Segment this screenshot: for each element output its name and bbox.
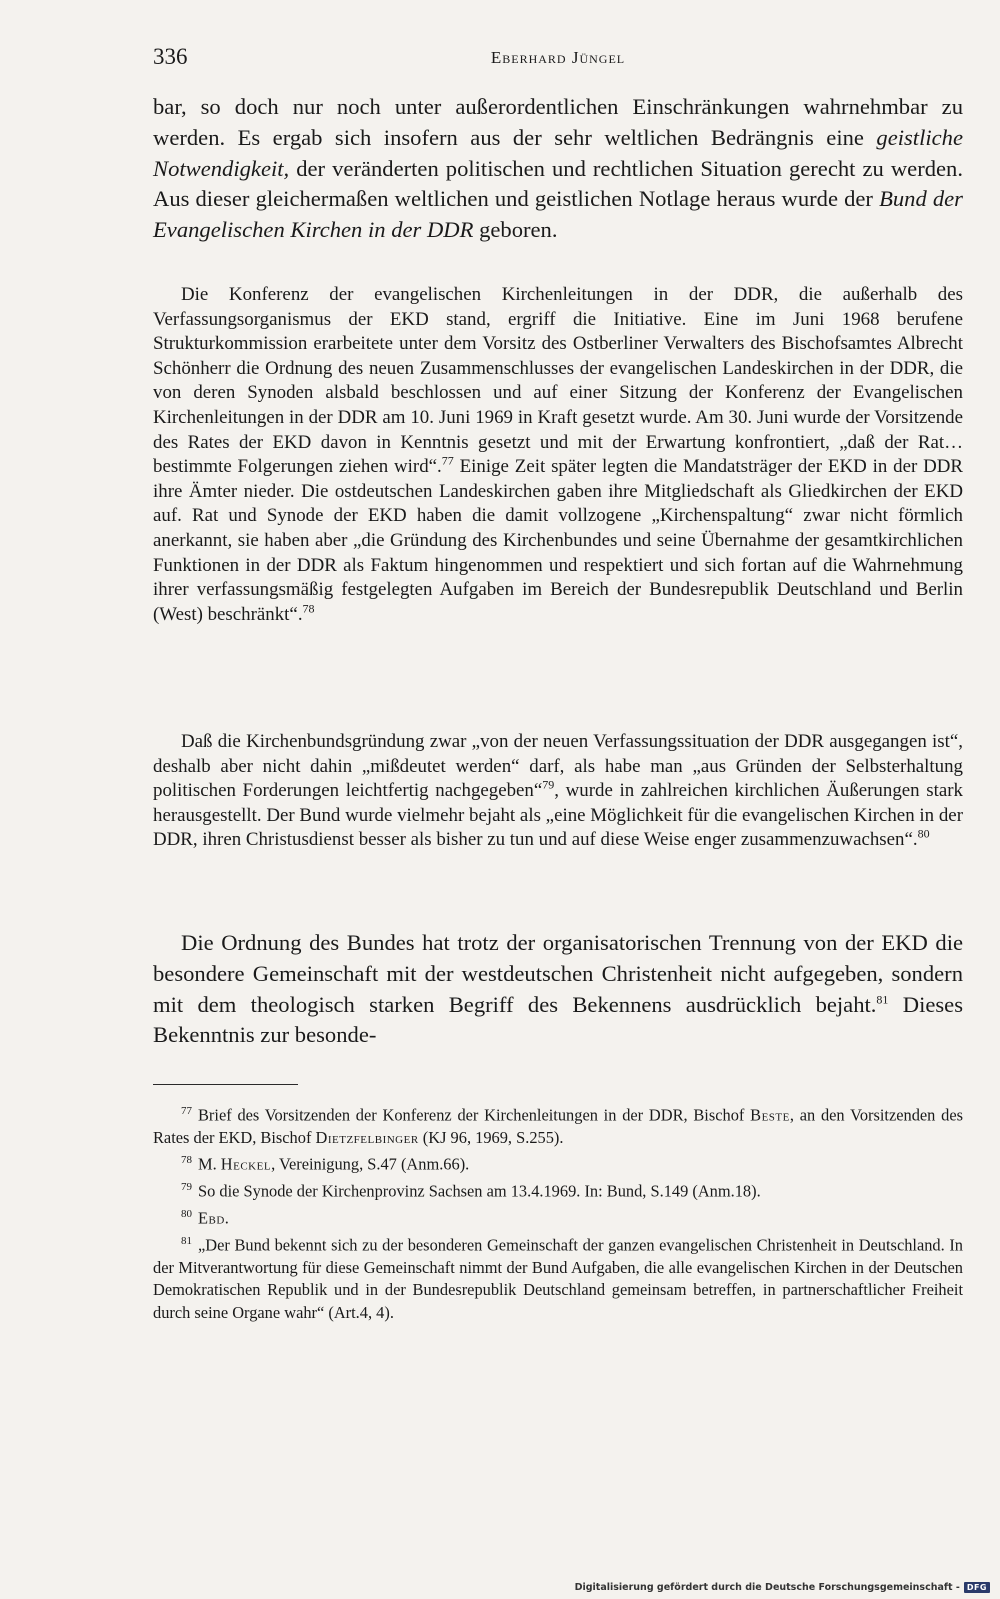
paragraph-2: Die Konferenz der evangelischen Kirchenleitungen in der DDR, die außerhalb des Verfassungsorganismus der EKD stand, ergriff die Initiative. Eine im Juni 1968 berufene Strukturkommission erarbeitete unter dem Vorsitz des Ostberliner Verwalters des Bischofsamtes Albrecht Schönherr die Ordnung des neuen Zusammenschlusses der evangelischen Landeskirchen in der DDR, die von deren Synoden alsbald beschlossen und auf einer Sitzung der Konferenz der Evangelischen Kirchenleitungen in der DDR am 10. Juni 1969 in Kraft gesetzt wurde. Am 30. Juni wurde der Vorsitzende des Rates der EKD davon in Kenntnis gesetzt und mit der Erwartung konfrontiert, „daß der Rat… bestimmte Folgerungen ziehen wird“.$^{77}$ Einige Zeit später legten die Mandatsträger der EKD in der DDR ihre Ämter nieder. Die ostdeutschen Landeskirchen gaben ihre Mitgliedschaft als Gliedkirchen der EKD auf. Rat und Synode der EKD haben die damit vollzogene „Kirchenspaltung“ zwar nicht förmlich anerkannt, sie haben aber „die Gründung des Kirchenbundes und seine Übernahme der gesamtkirchlichen Funktionen in der DDR als Faktum hingenommen und respektiert und sich fortan auf die Wahrnehmung ihrer verfassungsmäßig festgelegten Aufgaben im Bereich der Bundesrepublik Deutschland und Berlin (West) beschränkt“.$^{78}$ [153,284,963,625]
footnotes [153,1100,963,1324]
digitization-credit-text: Digitalisierung gefördert durch die Deutsche Forschungsgemeinschaft - [574,1582,960,1593]
footnote-ref-78[interactable]: 78 [302,601,315,616]
paragraph-3: Daß die Kirchenbundsgründung zwar „von der neuen Verfassungssituation der DDR ausgegangen ist“, deshalb aber nicht dahin „mißdeutet werden“ darf, als habe man „aus Gründen der Selbsterhaltung politischen Forderungen leichtfertig nachgegeben“$^{79}$, wurde in zahlreichen kirchlichen Äußerungen stark herausgestellt. Der Bund wurde vielmehr bejaht als „eine Möglichkeit für die evangelischen Kirchen in der DDR, ihren Christusdienst besser als bisher zu tun und auf diese Weise enger zusammenzuwachsen“.$^{80}$ [153,731,963,851]
footnote-ref-77[interactable]: 77 [441,453,454,468]
dfg-logo: DFG [964,1582,990,1593]
emphasis-bund: Bund der Evangelischen Kirchen in der DDR [153,186,963,243]
footnote-separator [153,1084,298,1085]
footnote-ref-81[interactable]: 81 [876,992,889,1007]
emphasis-geistliche-notwendigkeit: geistliche Notwendigkeit, [153,124,963,181]
paragraph-1: bar, so doch nur noch unter außerordentlichen Einschränkungen wahrnehmbar zu werden. Es ergab sich insofern aus der sehr weltlichen Bedrängnis eine geistliche Notwendigkeit, der veränderten politischen und rechtlichen Situation gerecht zu werden. Aus dieser gleichermaßen weltlichen und geistlichen Notlage heraus wurde der Bund der Evangelischen Kirchen in der DDR geboren. [153,94,963,243]
running-head: Eberhard Jüngel [490,48,626,67]
paragraph-4: Die Ordnung des Bundes hat trotz der organisatorischen Trennung von der EKD die besondere Gemeinschaft mit der westdeutschen Christenheit nicht aufgegeben, sondern mit dem theologisch starken Begriff des Bekennens ausdrücklich bejaht.$^{81}$ Dieses Bekenntnis zur besonde- [153,930,963,1048]
footnote-78: $^{78}$ M. Heckel, Vereinigung, S.47 (Anm.66). [181,1154,470,1174]
footnote-ref-80[interactable]: 80 [917,827,930,842]
footnote-80: $^{80}$ Ebd. [181,1208,230,1228]
page-header [153,44,963,74]
page-number: 336 [153,44,188,69]
footnote-81: $^{81}$ „Der Bund bekennt sich zu der besonderen Gemeinschaft der ganzen evangelischen Christenheit in Deutschland. In der Mitverantwortung für diese Gemeinschaft nimmt der Bund Aufgaben, die alle evangelischen Kirchen in der Deutschen Demokratischen Republik und in der Bundesrepublik Deutschland gemeinsam betreffen, in partnerschaftlicher Freiheit durch seine Organe wahr“ (Art.4, 4). [153,1234,963,1322]
digitization-credit [575,1582,990,1593]
footnote-77: $^{77}$ Brief des Vorsitzenden der Konferenz der Kirchenleitungen in der DDR, Bischof Beste, an den Vorsitzenden des Rates der EKD, Bischof Dietzfelbinger (KJ 96, 1969, S.255). [153,1105,963,1147]
footnote-ref-79[interactable]: 79 [542,777,555,792]
footnote-79: $^{79}$ So die Synode der Kirchenprovinz Sachsen am 13.4.1969. In: Bund, S.149 (Anm.18). [181,1181,761,1201]
